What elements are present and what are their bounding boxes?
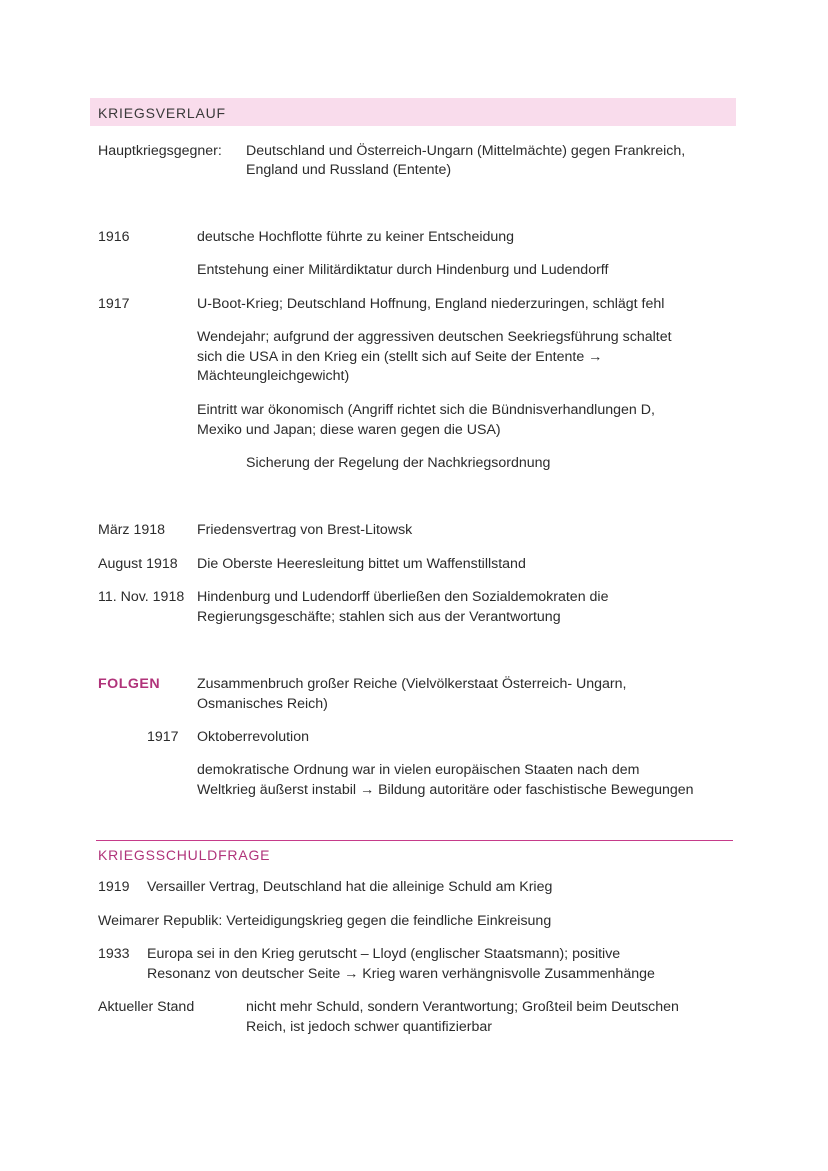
folgen-line-2: Osmanisches Reich)	[197, 696, 328, 712]
current-state-line-2: Reich, ist jedoch schwer quantifizierbar	[246, 1019, 493, 1035]
entry-text-line: Mexiko und Japan; diese waren gegen die USA)	[197, 422, 501, 438]
folgen-last-line-2: Weltkrieg äußerst instabil → Bildung autoritäre oder faschistische Bewegungen	[197, 782, 694, 798]
folgen-sub-text: Oktoberrevolution	[197, 729, 309, 745]
entry-text: U-Boot-Krieg; Deutschland Hoffnung, England niederzuringen, schlägt fehl	[197, 296, 665, 312]
entry-text: Entstehung einer Militärdiktatur durch Hindenburg und Ludendorff	[197, 262, 609, 278]
folgen-line-1: Zusammenbruch großer Reiche (Vielvölkerstaat Österreich- Ungarn,	[197, 676, 627, 692]
entry-text-line: Regierungsgeschäfte; stahlen sich aus der Verantwortung	[197, 609, 561, 625]
folgen-label: FOLGEN	[98, 676, 161, 692]
entry-text-line: Wendejahr; aufgrund der aggressiven deutschen Seekriegsführung schaltet	[197, 329, 672, 345]
current-state-label: Aktueller Stand	[98, 999, 195, 1015]
schuld-entry-line-1: Europa sei in den Krieg gerutscht – Lloyd (englischer Staatsmann); positive	[147, 946, 621, 962]
entry-text-line: Eintritt war ökonomisch (Angriff richtet sich die Bündnisverhandlungen D,	[197, 402, 655, 418]
schuld-entry-date: 1919	[98, 879, 130, 895]
entry-text-line: sich die USA in den Krieg ein (stellt sich auf Seite der Entente →	[197, 349, 603, 365]
entry-date: 1917	[98, 296, 130, 312]
schuld-entry-date: 1933	[98, 946, 130, 962]
folgen-last-line-1: demokratische Ordnung war in vielen europäischen Staaten nach dem	[197, 762, 640, 778]
entry-date: 11. Nov. 1918	[98, 589, 185, 605]
section-divider	[96, 840, 733, 841]
entry-text-line: Hindenburg und Ludendorff überließen den Sozialdemokraten die	[197, 589, 609, 605]
entry-text: deutsche Hochflotte führte zu keiner Entscheidung	[197, 229, 515, 245]
schuld-entry-text: Versailler Vertrag, Deutschland hat die alleinige Schuld am Krieg	[147, 879, 553, 895]
schuld-entry-line-2: Resonanz von deutscher Seite → Krieg waren verhängnisvolle Zusammenhänge	[147, 966, 655, 982]
section-title-kriegsschuldfrage: KRIEGSSCHULDFRAGE	[98, 847, 271, 863]
entry-date: August 1918	[98, 556, 178, 572]
opponents-line-2: England und Russland (Entente)	[246, 162, 452, 178]
current-state-line-1: nicht mehr Schuld, sondern Verantwortung; Großteil beim Deutschen	[246, 999, 679, 1015]
opponents-label: Hauptkriegsgegner:	[98, 143, 222, 159]
entry-text-line: Mächteungleichgewicht)	[197, 368, 350, 384]
opponents-line-1: Deutschland und Österreich-Ungarn (Mittelmächte) gegen Frankreich,	[246, 143, 686, 159]
entry-date: 1916	[98, 229, 130, 245]
folgen-sub-date: 1917	[147, 729, 179, 745]
schuld-entry-text: Weimarer Republik: Verteidigungskrieg gegen die feindliche Einkreisung	[98, 913, 552, 929]
entry-text: Die Oberste Heeresleitung bittet um Waffenstillstand	[197, 556, 526, 572]
section-title-kriegsverlauf: KRIEGSVERLAUF	[98, 105, 226, 121]
entry-text: Friedensvertrag von Brest-Litowsk	[197, 522, 413, 538]
entry-text: Sicherung der Regelung der Nachkriegsordnung	[246, 455, 551, 471]
entry-date: März 1918	[98, 522, 166, 538]
